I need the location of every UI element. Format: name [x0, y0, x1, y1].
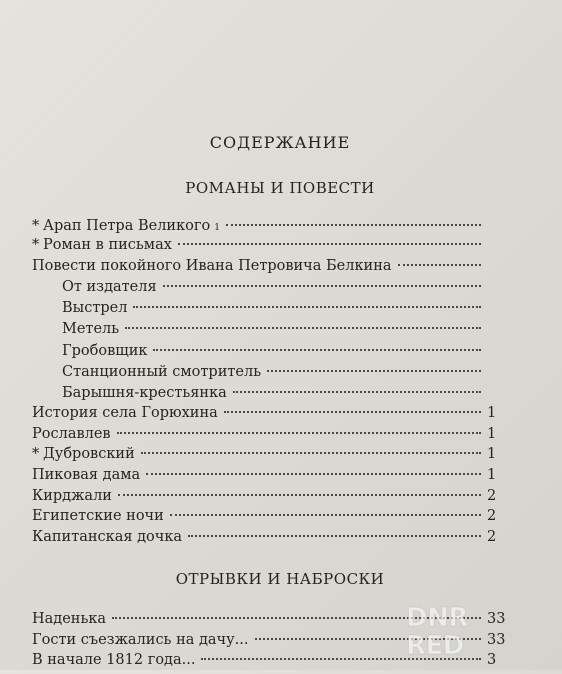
dot-leader	[233, 391, 481, 393]
entry-title: История села Горюхина	[32, 405, 218, 421]
toc-entry	[32, 258, 562, 280]
entry-page: 3	[487, 652, 497, 668]
footnote-marker: 1	[214, 223, 220, 233]
entry-title: Наденька	[32, 611, 107, 627]
entry-title: Роман в письмах	[43, 237, 172, 253]
dot-leader	[226, 224, 481, 226]
dot-leader	[141, 452, 481, 454]
entry-page: 1	[487, 467, 497, 483]
entry-page: 1	[487, 446, 497, 462]
entry-title: Выстрел	[62, 300, 128, 316]
entry-marker: *	[32, 237, 40, 253]
entry-title: Пиковая дама	[32, 467, 141, 483]
entry-title: Барышня-крестьянка	[62, 385, 227, 401]
toc-entry	[32, 426, 562, 448]
toc-entry	[32, 405, 562, 427]
dot-leader	[398, 264, 482, 266]
entry-title: От издателя	[62, 279, 157, 295]
toc-entry	[32, 237, 562, 259]
dot-leader	[133, 306, 481, 308]
section-heading-fragments: ОТРЫВКИ И НАБРОСКИ	[175, 570, 385, 588]
watermark	[406, 604, 502, 670]
toc-entry	[62, 321, 562, 343]
toc-entry	[62, 364, 562, 386]
entry-page: 1	[487, 426, 497, 442]
dot-leader	[170, 514, 481, 516]
entry-title: Гробовщик	[62, 343, 148, 359]
toc-entry	[32, 508, 562, 530]
toc-entry	[62, 343, 562, 365]
entry-title: Египетские ночи	[32, 508, 164, 524]
dot-leader	[118, 494, 481, 496]
dot-leader	[125, 327, 481, 329]
entry-page: 1	[487, 405, 497, 421]
dot-leader	[146, 473, 481, 475]
entry-title: Гости съезжались на дачу...	[32, 632, 249, 648]
entry-marker: *	[32, 446, 40, 462]
entry-title: В начале 1812 года...	[32, 652, 196, 668]
entry-page: 33	[487, 611, 506, 627]
entry-title: Кирджали	[32, 488, 112, 504]
entry-title: Станционный смотритель	[62, 364, 262, 380]
dot-leader	[178, 243, 481, 245]
toc-entry	[62, 385, 562, 407]
entry-page: 2	[487, 488, 497, 504]
dot-leader	[117, 432, 481, 434]
watermark-line-1: DNR	[406, 603, 468, 633]
entry-page: 2	[487, 529, 497, 545]
section-heading-novels: РОМАНЫ И ПОВЕСТИ	[185, 179, 375, 197]
entry-title: Повести покойного Ивана Петровича Белкина	[32, 258, 392, 274]
entry-marker: *	[32, 218, 40, 234]
entry-page: 33	[487, 632, 506, 648]
dot-leader	[163, 285, 481, 287]
toc-entry	[62, 279, 562, 301]
dot-leader	[153, 349, 481, 351]
entry-title: Дубровский	[43, 446, 135, 462]
entry-title: Рославлев	[32, 426, 111, 442]
toc-entry	[32, 529, 562, 551]
dot-leader	[267, 370, 481, 372]
watermark-line-2: RED	[406, 631, 464, 661]
toc-entry	[32, 488, 562, 510]
entry-title: Арап Петра Великого	[43, 218, 211, 234]
entry-page: 2	[487, 508, 497, 524]
entry-title: Капитанская дочка	[32, 529, 183, 545]
toc-entry	[32, 446, 562, 468]
toc-entry	[32, 467, 562, 489]
dot-leader	[188, 535, 481, 537]
page-title: СОДЕРЖАНИЕ	[209, 133, 351, 152]
dot-leader	[224, 411, 481, 413]
entry-title: Метель	[62, 321, 120, 337]
toc-entry	[62, 300, 562, 322]
